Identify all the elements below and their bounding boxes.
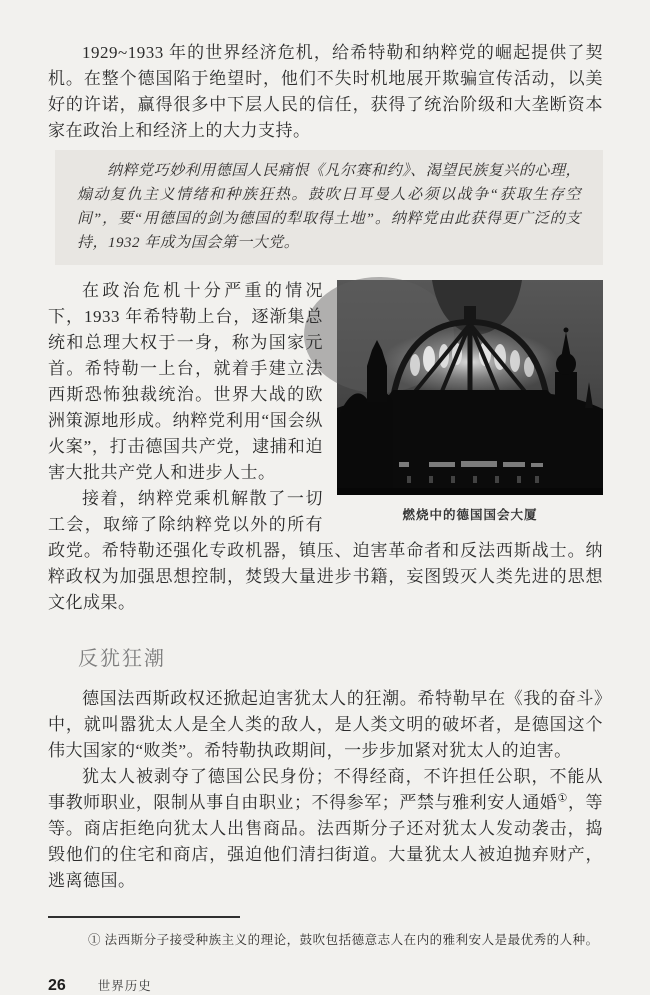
reichstag-fire-photo bbox=[337, 280, 603, 495]
section-heading: 反犹狂潮 bbox=[78, 648, 166, 670]
reichstag-photo-figure bbox=[337, 280, 603, 523]
footnote-marker: ① bbox=[88, 933, 102, 947]
intro-paragraph: 1929~1933 年的世界经济危机，给希特勒和纳粹党的崛起提供了契机。在整个德国陷于绝望时，他们不失时机地展开欺骗宣传活动，以美好的许诺，赢得很多中下层人民的信任，获得了统治阶级和大垄断资本家在政治上和经济上的大力支持。 bbox=[48, 43, 603, 140]
reichstag-section bbox=[48, 278, 603, 616]
highlight-box bbox=[55, 150, 603, 265]
footnote-reference-marker: ① bbox=[557, 792, 568, 805]
book-title: 世界历史 bbox=[97, 979, 152, 993]
jewish-restrictions-text-after: ，等等。商店拒绝向犹太人出售商品。法西斯分子还对犹太人发动袭击，捣毁他们的住宅和商店，强迫他们清扫街道。大量犹太人被迫抛弃财产，逃离德国。 bbox=[48, 793, 604, 890]
jewish-restrictions-paragraph bbox=[48, 764, 603, 894]
footnote-divider bbox=[48, 916, 240, 918]
highlight-box-text: 纳粹党巧妙利用德国人民痛恨《凡尔赛和约》、渴望民族复兴的心理，煽动复仇主义情绪和种族狂热。鼓吹日耳曼人必须以战争“获取生存空间”，要“用德国的剑为德国的犁取得土地”。纳粹党由此获得更广泛的支持，1932 年成为国会第一大党。 bbox=[77, 163, 581, 251]
photo-caption: 燃烧中的德国国会大厦 bbox=[402, 508, 538, 522]
antisemitism-intro-paragraph: 德国法西斯政权还掀起迫害犹太人的狂潮。希特勒早在《我的奋斗》中，就叫嚣犹太人是全人类的敌人，是人类文明的破坏者，是德国这个伟大国家的“败类”。希特勒执政期间，一步步加紧对犹太人的迫害。 bbox=[48, 689, 603, 760]
footnote-area bbox=[48, 916, 603, 950]
footnote-text-line bbox=[88, 931, 603, 950]
footnote-text: 法西斯分子接受种族主义的理论，鼓吹包括德意志人在内的雅利安人是最优秀的人种。 bbox=[104, 933, 599, 947]
hitler-rise-paragraph: 在政治危机十分严重的情况下，1933 年希特勒上台，逐渐集总统和总理大权于一身，称为国家元首。希特勒一上台，就着手建立法西斯恐怖独裁统治。世界大战的欧洲策源地形成。纳粹党利用“国会纵火案”，打击德国共产党，逮捕和迫害大批共产党人和进步人士。 bbox=[48, 281, 323, 482]
page-footer bbox=[48, 976, 603, 995]
jewish-restrictions-text-before: 犹太人被剥夺了德国公民身份；不得经商，不许担任公职，不能从事教师职业，限制从事自由职业；不得参军；严禁与雅利安人通婚 bbox=[48, 767, 603, 812]
page-number: 26 bbox=[48, 977, 66, 994]
party-dissolution-paragraph: 接着，纳粹党乘机解散了一切工会，取缔了除纳粹党以外的所有政党。希特勒还强化专政机器，镇压、迫害革命者和反法西斯战士。纳粹政权为加强思想控制，焚毁大量进步书籍，妄图毁灭人类先进的思想文化成果。 bbox=[48, 489, 603, 612]
